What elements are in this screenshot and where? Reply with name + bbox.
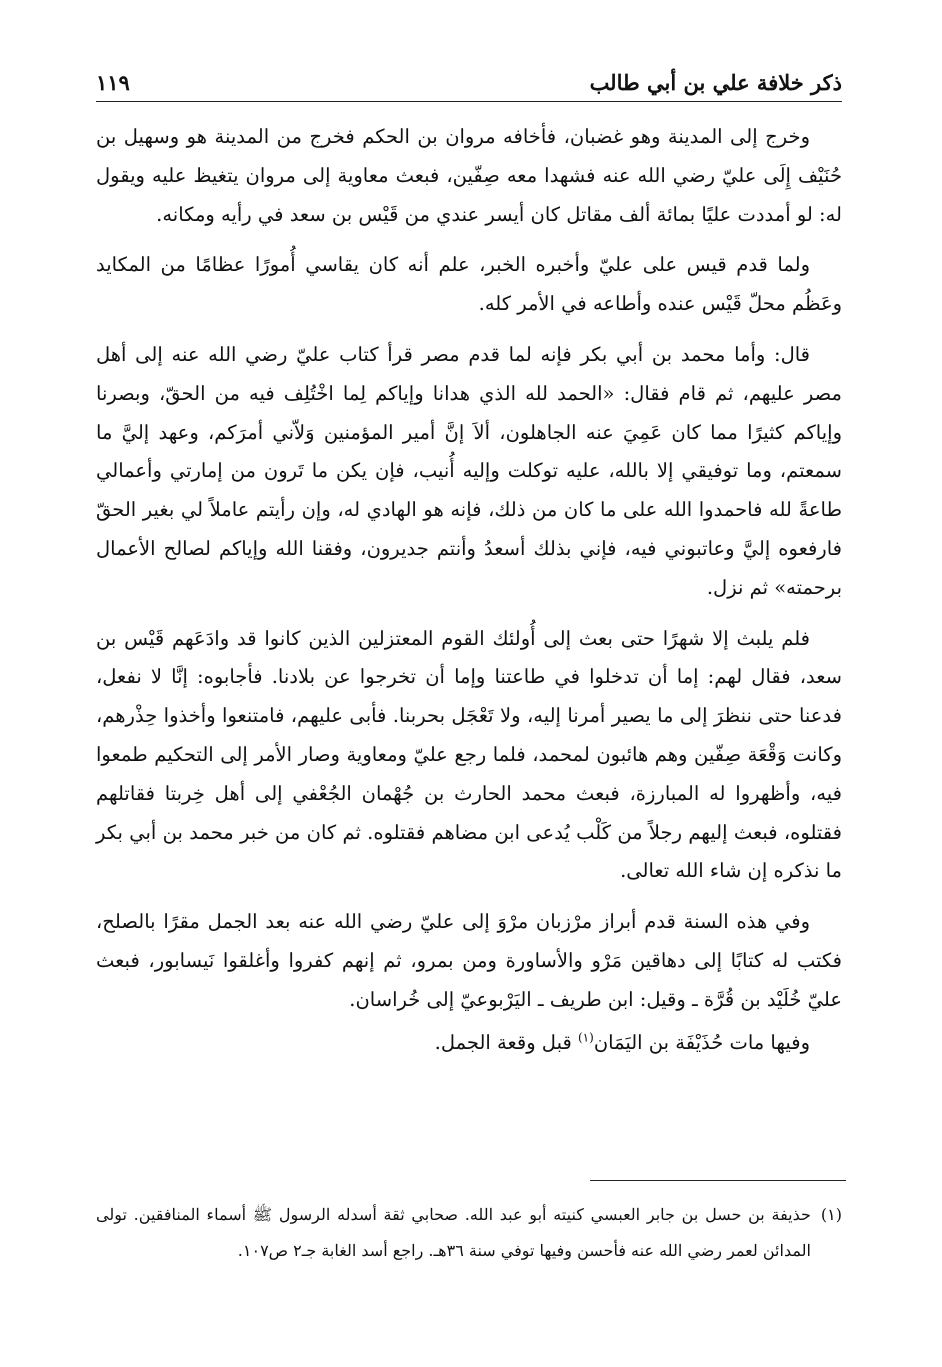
running-title: ذكر خلافة علي بن أبي طالب	[589, 70, 842, 95]
paragraph-6-text-end: قبل وقعة الجمل.	[434, 1030, 578, 1054]
paragraph-1: وخرج إلى المدينة وهو غضبان، فأخافه مروان بن الحكم فخرج من المدينة هو وسهيل بن حُنَيْف إِلَى عليّ رضي الله عنه فشهدا معه صِفّين، فبعث معاوية إلى مروان يتغيظ عليه ويقول له: لو أمددت عليًا بمائة ألف مقاتل كان أيسر عندي من قَيْس بن سعد في رأيه ومكانه.	[96, 125, 842, 226]
page-number: ١١٩	[96, 70, 130, 95]
main-text	[96, 118, 842, 1074]
paragraph-2: ولما قدم قيس على عليّ وأخبره الخبر، علم أنه كان يقاسي أُمورًا عظامًا من المكايد وعَظُم محلّ قَيْس عنده وأطاعه في الأمر كله.	[96, 253, 842, 316]
footnote-marker: (١)	[820, 1205, 842, 1224]
footnote-separator	[590, 1180, 846, 1181]
footnote-text: حذيفة بن حسل بن جابر العبسي كنيته أبو عبد الله. صحابي ثقة أسدله الرسول ﷺ أسماء المنافقين. تولى المدائن لعمر رضي الله عنه فأحسن وفيها توفي سنة ٣٦هـ. راجع أسد الغابة جـ٢ ص١٠٧.	[96, 1205, 811, 1260]
footnote-reference[interactable]: (١)	[577, 1030, 594, 1045]
paragraph-5: وفي هذه السنة قدم أبراز مرْزبان مرْوَ إلى عليّ رضي الله عنه بعد الجمل مقرًا بالصلح، فكتب له كتابًا إلى دهاقين مَرْو والأساورة ومن بمرو، ثم إنهم كفروا وأغلقوا نَيسابور، فبعث عليّ خُلَيْد بن قُرَّة ـ وقيل: ابن طريف ـ اليَرْبوعيّ إلى خُراسان.	[96, 910, 842, 1011]
paragraph-6	[96, 1024, 842, 1063]
paragraph-3: قال: وأما محمد بن أبي بكر فإنه لما قدم مصر قرأ كتاب عليّ رضي الله عنه إلى أهل مصر عليهم، ثم قام فقال: «الحمد لله الذي هدانا وإياكم لِما اخْتُلِف فيه من الحقّ، وبصرنا وإياكم كثيرًا مما كان عَمِيَ عنه الجاهلون، ألاَ إنَّ أمير المؤمنين وَلاّني أمرَكم، وعهد إليَّ ما سمعتم، وما توفيقي إلا بالله، عليه توكلت وإليه أُنيب، فإن يكن ما تَرون من إمارتي وأعمالي طاعةً لله فاحمدوا الله على ما كان من ذلك، فإنه هو الهادي له، وإن رأيتم عاملاً لي بغير الحقّ فارفعوه إليَّ وعاتبوني فيه، فإني بذلك أسعدُ وأنتم جديرون، وفقنا الله وإياكم لصالح الأعمال برحمته» ثم نزل.	[96, 342, 842, 599]
page-header	[96, 58, 842, 102]
paragraph-4: فلم يلبث إلا شهرًا حتى بعث إلى أُولئك القوم المعتزلين الذين كانوا قد وادَعَهم قَيْس بن سعد، فقال لهم: إما أن تدخلوا في طاعتنا وإما أن تخرجوا عن بلادنا. فأجابوه: إنَّا لا نفعل، فدعنا حتى ننظرَ إلى ما يصير أمرنا إليه، ولا تَعْجَل بحربنا. فأبى عليهم، فامتنعوا وأخذوا حِذْرهم، وكانت وَقْعَة صِفّين وهم هائبون لمحمد، فلما رجع عليّ ومعاوية وصار الأمر إلى التحكيم طمعوا فيه، وأظهروا له المبارزة، فبعث محمد الحارث بن جُهْمان الجُعْفي إلى أهل خِربتا فقاتلهم فقتلوه، فبعث إليهم رجلاً من كَلْب يُدعى ابن مضاهم فقتلوه. ثم كان من خبر محمد بن أبي بكر ما نذكره إن شاء الله تعالى.	[96, 626, 842, 883]
footnote	[96, 1197, 842, 1269]
paragraph-6-text-start: وفيها مات حُذَيْفَة بن اليَمَان	[593, 1030, 810, 1054]
